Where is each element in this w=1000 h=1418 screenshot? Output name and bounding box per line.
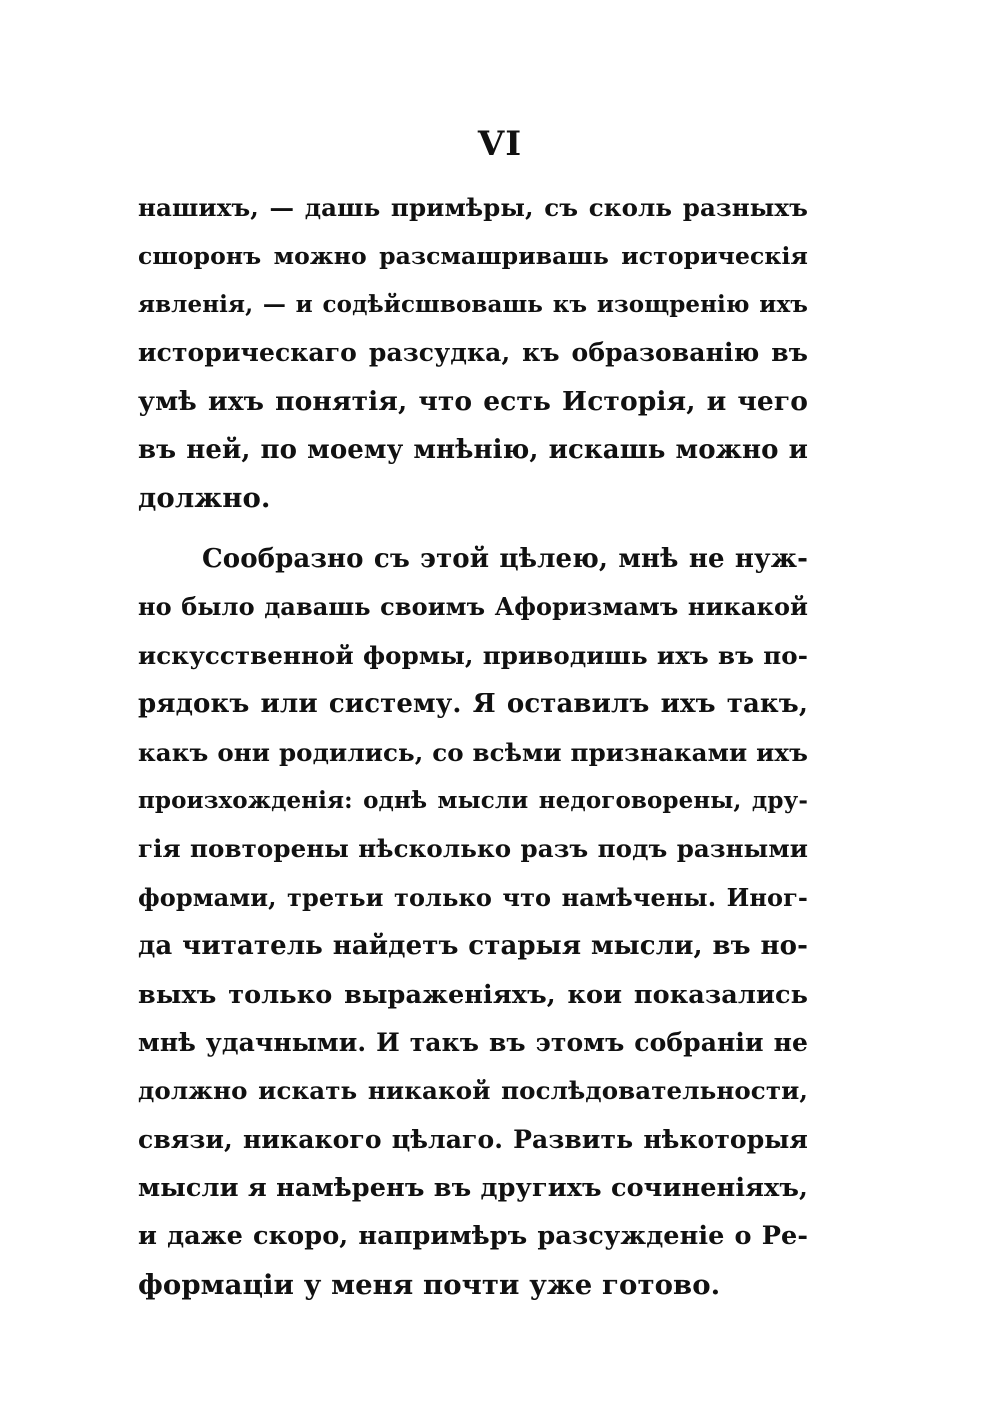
text-line: рядокъ или систему. Я оставилъ ихъ такъ, [138,689,808,720]
text-line: мнѣ удачными. И такъ въ этомъ собраніи не [138,1027,808,1057]
text-line: историческаго разсудка, къ образованію въ [138,338,808,368]
text-line: но было давашь своимъ Афоризмамъ никакой [138,592,808,622]
page-number: VI [477,124,523,164]
text-line: искусственной формы, приводишь ихъ въ по- [138,640,808,670]
text-line: Сообразно съ этой цѣлею, мнѣ не нуж- [202,544,808,574]
text-line: формами, третьи только что намѣчены. Иног- [138,882,808,912]
paragraph-1 [138,184,808,523]
text-line: да читатель найдетъ старыя мысли, въ но- [138,931,808,962]
text-line: умѣ ихъ понятія, что есть Исторія, и чего [138,385,808,417]
text-line: мысли я намѣренъ въ другихъ сочиненіяхъ, [138,1173,808,1204]
text-line: выхъ только выраженіяхъ, кои показались [138,979,808,1010]
text-line: нашихъ, — дашь примѣры, съ сколь разныхъ [138,193,808,222]
text-line: какъ они родились, со всѣми признаками ихъ [138,737,808,767]
text-line: явленія, — и содѣйсшвовашь къ изощренію ихъ [138,290,808,318]
text-line: сшоронъ можно разсмашривашь историческія [138,242,808,271]
paragraph-2 [138,535,808,1309]
text-line: должно искать никакой послѣдовательности, [138,1076,808,1106]
text-line: гія повторены нѣсколько разъ подъ разными [138,834,808,864]
text-line: произхожденія: однѣ мысли недоговорены, дру- [138,786,808,814]
text-line: въ ней, по моему мнѣнію, искашь можно и [138,434,808,465]
text-line: должно. [138,482,271,515]
text-line: связи, никакого цѣлаго. Развить нѣкоторыя [138,1124,808,1154]
text-line: и даже скоро, напримѣръ разсужденіе о Ре- [138,1221,808,1252]
text-line: формаціи у меня почти уже готово. [138,1268,721,1301]
